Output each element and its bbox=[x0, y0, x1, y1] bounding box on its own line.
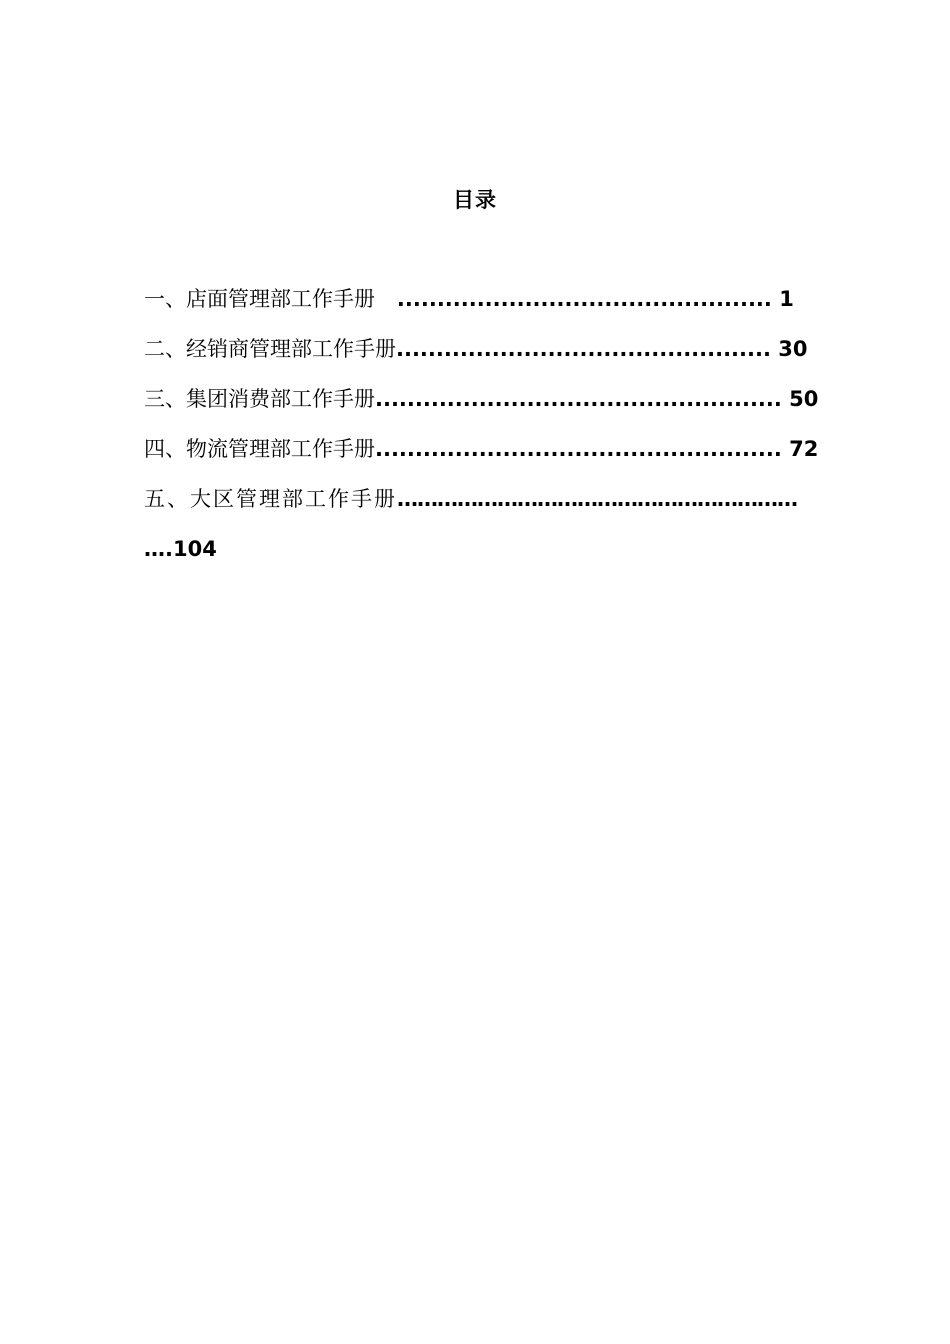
toc-dot-leader: ............................................... bbox=[396, 337, 771, 361]
toc-page-number: 50 bbox=[781, 387, 819, 411]
toc-page-number: 72 bbox=[781, 437, 819, 461]
toc-entry-1[interactable] bbox=[144, 284, 794, 314]
toc-title: 目录 bbox=[453, 188, 497, 212]
toc-entry-2[interactable] bbox=[144, 334, 808, 364]
toc-entry-label: 三、集团消费部工作手册 bbox=[144, 387, 375, 411]
toc-entry-label: 四、物流管理部工作手册 bbox=[144, 437, 375, 461]
toc-page-number: 30 bbox=[770, 337, 808, 361]
toc-entry-5[interactable] bbox=[144, 484, 797, 514]
toc-entry-3[interactable] bbox=[144, 384, 818, 414]
toc-dot-leader: ................................................... bbox=[375, 387, 782, 411]
toc-dot-leader: ............................................... bbox=[375, 287, 772, 311]
toc-entry-label: 二、经销商管理部工作手册 bbox=[144, 337, 396, 361]
toc-entry-label: 五、大区管理部工作手册 bbox=[144, 487, 397, 511]
toc-page-number: 1 bbox=[771, 287, 794, 311]
toc-entry-4[interactable] bbox=[144, 434, 818, 464]
toc-dot-leader: …………………………………………………… bbox=[397, 487, 797, 511]
toc-entry-label: 一、店面管理部工作手册 bbox=[144, 287, 375, 311]
toc-dot-leader: ................................................... bbox=[375, 437, 782, 461]
toc-entry-5-continuation: ….104 bbox=[144, 537, 217, 561]
